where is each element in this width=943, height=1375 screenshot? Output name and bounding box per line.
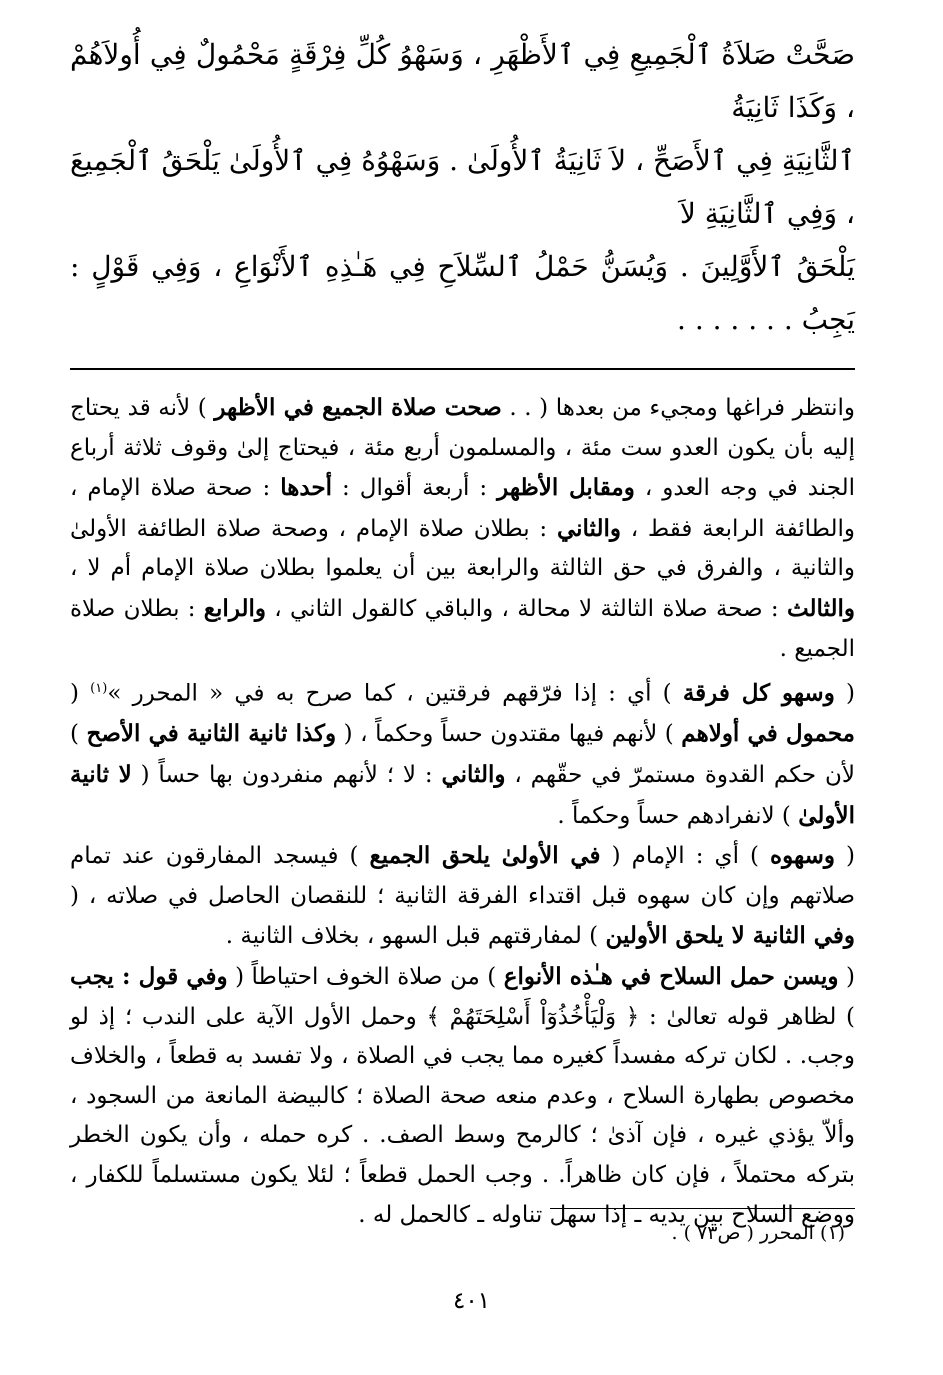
commentary-text: : لا ؛ لأنهم منفردون بها حساً ( — [131, 762, 442, 788]
page-body — [70, 28, 855, 1235]
quoted-matn: وفي قول : يجب — [70, 962, 228, 990]
commentary-text: : صحة صلاة الإمام ، والطائفة الرابعة فقط ، — [70, 475, 855, 542]
quoted-matn: أحدها — [280, 474, 333, 502]
commentary-text: ) لظاهر قوله تعالىٰ : ﴿ وَلْيَأْخُذُوٓاْ أَسْلِحَتَهُمْ ﴾ وحمل الأول الآية على الندب ؛ إذ لو وجب. . لكان تركه مفسداً كغيره مما يجب في الصلاة ، ولا تفسد به قطعاً ، والخلاف مخصوص بطهارة السلاح ، وعدم منعه صحة الصلاة ؛ كالبيضة المانعة من السجود ، وألاّ يؤذي غيره ، فإن آذىٰ ؛ كالرمح وسط الصف. . كره حمله ، وأن يكون الخطر بتركه محتملاً ، فإن كان ظاهراً. . وجب الحمل قطعاً ؛ لئلا يكون مستسلماً للكفار ، ووضع السلاح بين يديه ـ إذا سهل تناوله ـ كالحمل له . — [70, 1003, 855, 1228]
commentary-text: ) أي : الإمام ( — [600, 843, 771, 870]
commentary-text: ( — [834, 843, 855, 870]
quoted-matn: وكذا ثانية الثانية في الأصح — [86, 720, 337, 748]
quoted-matn: صحت صلاة الجميع في الأظهر — [214, 394, 502, 421]
commentary-paragraph — [70, 957, 855, 1235]
commentary-paragraph — [70, 836, 855, 957]
quoted-matn: والثاني — [441, 761, 506, 788]
quoted-matn: وسهوه — [770, 842, 835, 870]
footnote-divider — [550, 1208, 855, 1209]
quoted-matn: والرابع — [203, 594, 267, 622]
commentary — [70, 388, 855, 1235]
commentary-text: : صحة صلاة الثالثة لا محالة ، والباقي كالقول الثاني ، — [266, 595, 787, 622]
commentary-text: ( — [70, 680, 91, 707]
matn-line: ٱلثَّانِيَةِ فِي ٱلأَصَحِّ ، لاَ ثَانِيَةُ ٱلأُولَىٰ . وَسَهْوُهُ فِي ٱلأُولَىٰ يَلْحَقُ ٱلْجَمِيعَ ، وَفِي ٱلثَّانِيَةِ لاَ — [70, 144, 855, 230]
commentary-text: ) لأن حكم القدوة مستمرّ في حقّهم ، — [70, 721, 855, 788]
quoted-matn: محمول في أولاهم — [681, 720, 855, 748]
commentary-text: ( — [838, 963, 855, 990]
matn-line: صَحَّتْ صَلاَةُ ٱلْجَمِيعِ فِي ٱلأَظْهَرِ ، وَسَهْوُ كُلِّ فِرْقَةٍ مَحْمُولٌ فِي أُولاَهُمْ ، وَكَذَا ثَانِيَةُ — [70, 38, 855, 124]
quoted-matn: ويسن حمل السلاح في هـٰذه الأنواع — [503, 962, 839, 990]
quoted-matn: لا ثانية الأولىٰ — [70, 761, 855, 829]
commentary-text: وانتظر فراغها ومجيء من بعدها ( . . — [501, 395, 855, 421]
quoted-matn: وسهو كل فرقة — [682, 679, 835, 707]
commentary-text: ) لأنه قد يحتاج إليه بأن يكون العدو ست مئة ، والمسلمون أربع مئة ، فيحتاج إلىٰ وقوف ثلاثة أرباع الجند في وجه العدو ، — [70, 395, 855, 502]
commentary-paragraph — [70, 388, 855, 669]
quoted-matn: ومقابل الأظهر — [497, 474, 635, 502]
commentary-text: : أربعة أقوال : — [332, 475, 498, 502]
section-divider — [70, 368, 855, 370]
commentary-text: ( — [834, 680, 855, 707]
quoted-matn: وفي الثانية لا يلحق الأولين — [605, 922, 855, 950]
commentary-text: ) لمفارقتهم قبل السهو ، بخلاف الثانية . — [225, 923, 606, 950]
footnote: (١) المحرر ( ص٧٣ ) . — [671, 1222, 845, 1244]
quoted-matn: في الأولىٰ يلحق الجميع — [369, 842, 601, 870]
commentary-text: ) لانفرادهم حساً وحكماً . — [557, 802, 799, 829]
page-number: ٤٠١ — [452, 1288, 491, 1314]
commentary-text: ) فيسجد المفارقون عند تمام صلاتهم وإن كان سهوه قبل اقتداء الفرقة الثانية ؛ للنقصان الحاصل في صلاته ، ( — [70, 843, 855, 909]
commentary-text: : بطلان صلاة الإمام ، وصحة صلاة الطائفة الأولىٰ والثانية ، والفرق في حق الثالثة والرابعة بين أن يعلموا بطلان صلاة الإمام أم لا ، — [70, 515, 855, 582]
matn-line: يَلْحَقُ ٱلأَوَّلِينَ . وَيُسَنُّ حَمْلُ ٱلسِّلاَحِ فِي هَـٰذِهِ ٱلأَنْوَاعِ ، وَفِي قَوْلٍ : يَجِبُ . . . . . . . — [70, 250, 855, 336]
footnote-marker: (١) — [90, 681, 108, 697]
commentary-paragraph — [70, 669, 855, 836]
commentary-text: ) أي : إذا فرّقهم فرقتين ، كما صرح به في « المحرر » — [107, 680, 683, 707]
commentary-text: : بطلان صلاة الجميع . — [70, 595, 855, 662]
commentary-text: ) من صلاة الخوف احتياطاً ( — [227, 963, 504, 990]
quoted-matn: والثاني — [556, 514, 621, 542]
commentary-text: ) لأنهم فيها مقتدون حساً وحكماً ، ( — [336, 721, 682, 748]
quoted-matn: والثالث — [786, 594, 855, 622]
matn-text — [70, 28, 855, 346]
